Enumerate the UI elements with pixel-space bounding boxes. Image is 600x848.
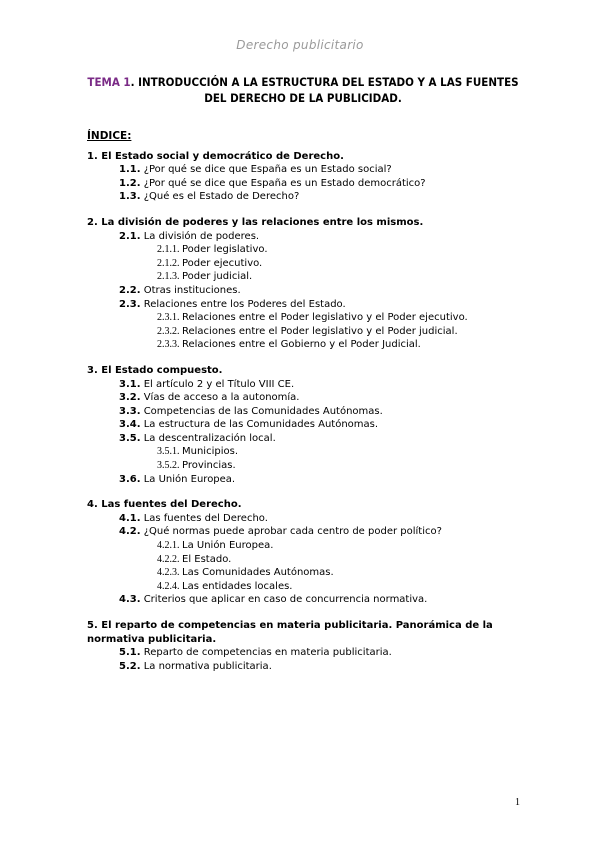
toc-item: [87, 378, 527, 392]
toc-subitem-text: La Unión Europea.: [182, 540, 274, 552]
toc-subitem: [87, 445, 527, 459]
toc-item: [87, 432, 527, 446]
toc-item-number: 3.6.: [119, 473, 141, 485]
toc-item-number: 4.3.: [119, 594, 141, 606]
toc-item: [87, 418, 527, 432]
toc-item-text: ¿Qué normas puede aprobar cada centro de poder político?: [140, 526, 442, 538]
toc-item: [87, 405, 527, 419]
toc-section: [87, 150, 527, 204]
toc-subitem: [87, 580, 527, 594]
toc-subitem-text: El Estado.: [182, 553, 232, 565]
toc-item-text: ¿Qué es el Estado de Derecho?: [140, 191, 300, 203]
toc-item-text: Relaciones entre los Poderes del Estado.: [140, 298, 346, 310]
toc-subitem: [87, 566, 527, 580]
toc-item-number: 3.5.: [119, 432, 141, 444]
table-of-contents: [87, 130, 527, 685]
toc-item-number: 5.2.: [119, 660, 141, 672]
toc-item-number: 5.1.: [119, 647, 141, 659]
toc-sections: [87, 150, 527, 674]
toc-subitem-number: 2.1.3.: [157, 271, 180, 283]
toc-section: [87, 216, 527, 352]
toc-item-text: Reparto de competencias en materia publicitaria.: [140, 647, 392, 659]
toc-subitem: [87, 338, 527, 352]
toc-subitem: [87, 270, 527, 284]
section-title: 5. El reparto de competencias en materia publicitaria. Panorámica de la normativa publicitaria.: [87, 620, 493, 645]
toc-subitem-text: Municipios.: [182, 446, 238, 458]
toc-subitem-number: 2.3.3.: [157, 339, 180, 351]
running-header: Derecho publicitario: [236, 38, 364, 52]
toc-subitem-number: 2.3.2.: [157, 325, 180, 337]
toc-subitem-text: Las entidades locales.: [182, 580, 293, 592]
toc-item-text: ¿Por qué se dice que España es un Estado democrático?: [140, 177, 426, 189]
toc-subitem-number: 4.2.4.: [157, 580, 180, 592]
chapter-title: [78, 74, 528, 106]
toc-item-text: La descentralización local.: [140, 432, 276, 444]
toc-item: [87, 284, 527, 298]
toc-item-number: 1.3.: [119, 191, 141, 203]
tema-label: TEMA 1: [87, 75, 131, 89]
toc-item: [87, 163, 527, 177]
toc-item: [87, 391, 527, 405]
toc-subitem-text: Provincias.: [182, 460, 236, 472]
toc-item: [87, 473, 527, 487]
toc-subitem-number: 2.3.1.: [157, 312, 180, 324]
toc-subitem: [87, 553, 527, 567]
toc-subitem: [87, 311, 527, 325]
toc-section: [87, 498, 527, 607]
toc-item: [87, 512, 527, 526]
toc-item: [87, 660, 527, 674]
toc-subitem-text: Relaciones entre el Poder legislativo y el Poder ejecutivo.: [182, 312, 468, 324]
toc-item-number: 3.2.: [119, 392, 141, 404]
toc-item: [87, 525, 527, 539]
toc-item-text: Competencias de las Comunidades Autónomas.: [140, 405, 383, 417]
toc-item-number: 1.2.: [119, 177, 141, 189]
toc-item-number: 3.3.: [119, 405, 141, 417]
toc-subitem-text: Relaciones entre el Gobierno y el Poder Judicial.: [182, 339, 421, 351]
toc-subitem-number: 3.5.1.: [157, 446, 180, 458]
page-number: 1: [515, 797, 520, 808]
toc-subitem-number: 4.2.3.: [157, 567, 180, 579]
toc-subitem-number: 4.2.1.: [157, 540, 180, 552]
toc-subitem: [87, 459, 527, 473]
toc-subitem-text: Las Comunidades Autónomas.: [182, 567, 334, 579]
toc-item-number: 3.1.: [119, 378, 141, 390]
toc-item-number: 1.1.: [119, 164, 141, 176]
index-heading: ÍNDICE:: [87, 130, 132, 142]
toc-item-text: El artículo 2 y el Título VIII CE.: [140, 378, 295, 390]
toc-item: [87, 298, 527, 312]
toc-subitem: [87, 243, 527, 257]
toc-item-number: 4.2.: [119, 526, 141, 538]
section-title: 3. El Estado compuesto.: [87, 364, 223, 376]
toc-item: [87, 646, 527, 660]
toc-subitem-number: 4.2.2.: [157, 553, 180, 565]
toc-item: [87, 230, 527, 244]
toc-item: [87, 593, 527, 607]
toc-subitem: [87, 539, 527, 553]
toc-item-number: 2.1.: [119, 230, 141, 242]
toc-subitem-number: 2.1.2.: [157, 257, 180, 269]
section-title: 1. El Estado social y democrático de Derecho.: [87, 150, 344, 162]
toc-item-text: Otras instituciones.: [140, 284, 241, 296]
toc-item-text: Las fuentes del Derecho.: [140, 512, 268, 524]
toc-subitem-text: Poder legislativo.: [182, 244, 268, 256]
toc-item-number: 4.1.: [119, 512, 141, 524]
toc-subitem-number: 3.5.2.: [157, 460, 180, 472]
toc-section: [87, 364, 527, 486]
toc-subitem-number: 2.1.1.: [157, 244, 180, 256]
toc-item-text: Criterios que aplicar en caso de concurrencia normativa.: [140, 594, 428, 606]
toc-item-number: 3.4.: [119, 419, 141, 431]
toc-subitem: [87, 257, 527, 271]
toc-subitem-text: Poder judicial.: [182, 271, 253, 283]
toc-subitem-text: Relaciones entre el Poder legislativo y el Poder judicial.: [182, 325, 458, 337]
toc-section: [87, 619, 527, 673]
toc-item: [87, 177, 527, 191]
toc-item: [87, 190, 527, 204]
toc-item-text: La estructura de las Comunidades Autónomas.: [140, 419, 379, 431]
toc-item-number: 2.3.: [119, 298, 141, 310]
title-text: . INTRODUCCIÓN A LA ESTRUCTURA DEL ESTADO Y A LAS FUENTES DEL DERECHO DE LA PUBLICIDAD.: [130, 75, 519, 105]
toc-item-text: La división de poderes.: [140, 230, 260, 242]
section-title: 2. La división de poderes y las relaciones entre los mismos.: [87, 216, 424, 228]
toc-subitem: [87, 325, 527, 339]
section-title: 4. Las fuentes del Derecho.: [87, 499, 242, 511]
toc-subitem-text: Poder ejecutivo.: [182, 257, 263, 269]
toc-item-text: ¿Por qué se dice que España es un Estado social?: [140, 164, 392, 176]
toc-item-text: Vías de acceso a la autonomía.: [140, 392, 300, 404]
toc-item-text: La Unión Europea.: [140, 473, 236, 485]
toc-item-number: 2.2.: [119, 284, 141, 296]
toc-item-text: La normativa publicitaria.: [140, 660, 272, 672]
